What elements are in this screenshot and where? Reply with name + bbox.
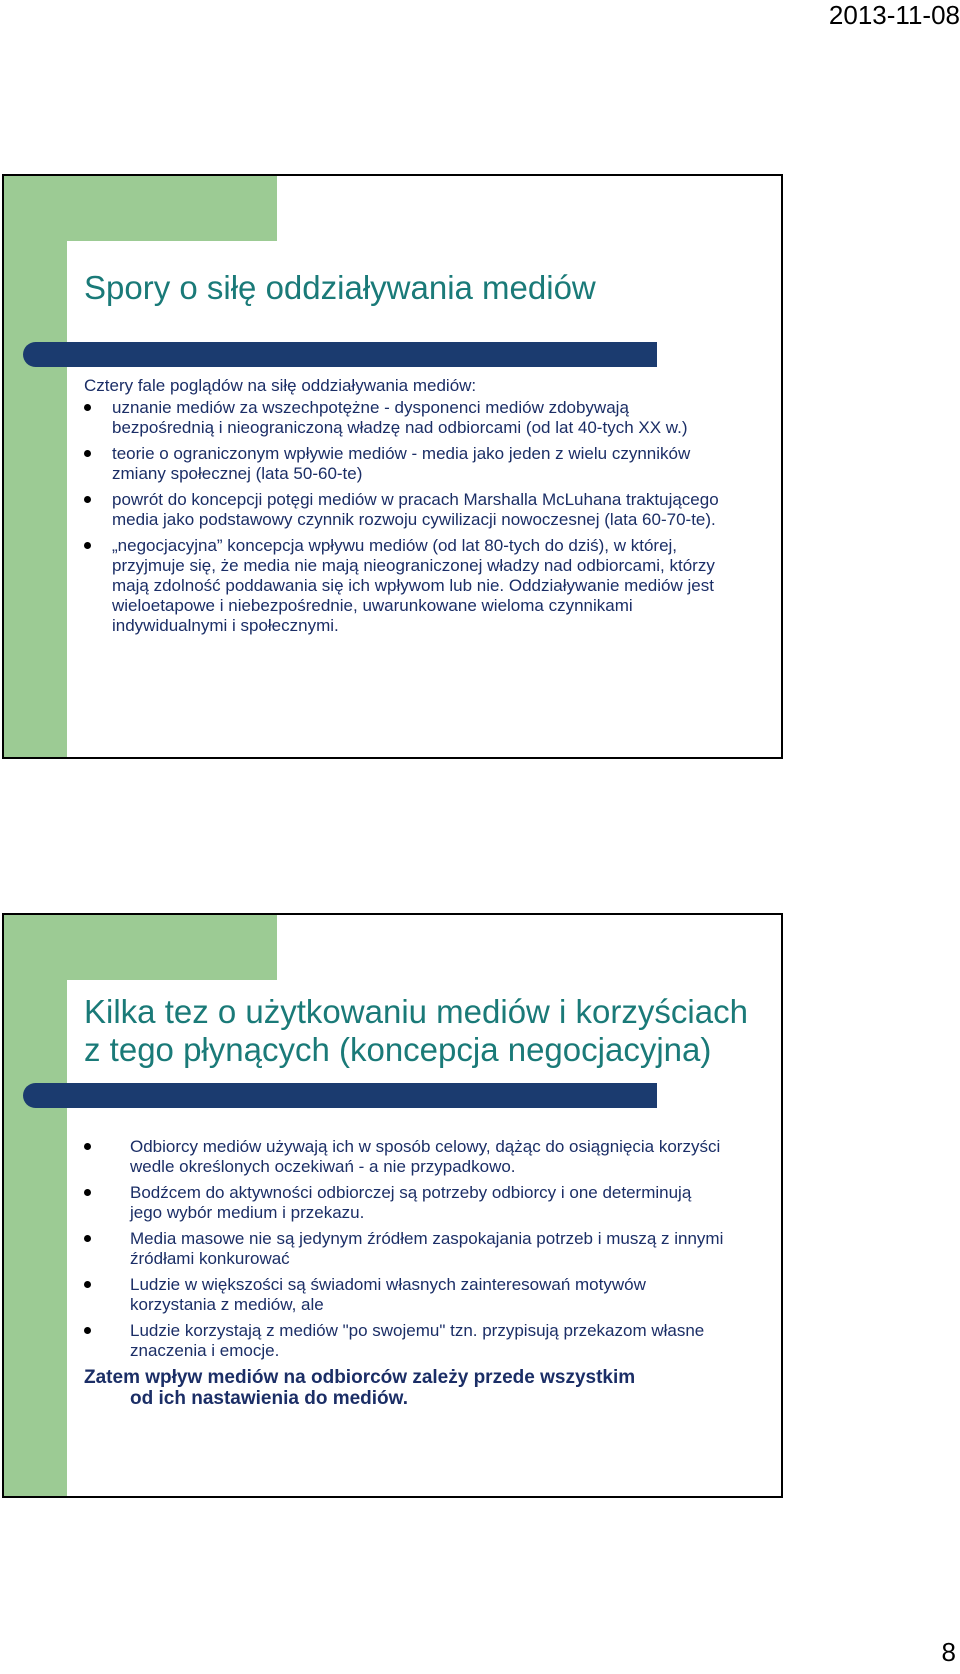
slide-decor-block: [4, 915, 277, 980]
slide-decor-strip: [4, 241, 67, 757]
conclusion-line-1: Zatem wpływ mediów na odbiorców zależy przede wszystkim: [84, 1367, 636, 1388]
bullet-icon: [84, 1189, 91, 1196]
slide-1-bullet-list: [84, 398, 724, 643]
list-item: Ludzie w większości są świadomi własnych zainteresowań motywów korzystania z mediów, ale: [84, 1275, 724, 1315]
slide-1: [2, 174, 783, 759]
bullet-icon: [84, 542, 91, 549]
list-item: „negocjacyjna” koncepcja wpływu mediów (od lat 80-tych do dziś), w której, przyjmuje się, że media nie mają nieograniczonej władzy nad odbiorcami, którzy mają zdolność poddawania się ich wpływom lub nie. Oddziaływanie mediów jest wieloetapowe i niebezpośrednie, uwarunkowane wieloma czynnikami indywidualnymi i społecznymi.: [84, 536, 724, 636]
list-item: teorie o ograniczonym wpływie mediów - media jako jeden z wielu czynników zmiany społecznej (lata 50-60-te): [84, 444, 724, 484]
list-item: uznanie mediów za wszechpotężne - dysponenci mediów zdobywają bezpośrednią i nieograniczoną władzę nad odbiorcami (od lat 40-tych XX w.): [84, 398, 724, 438]
slide-2: [2, 913, 783, 1498]
title-underline-bar: [23, 342, 657, 367]
slide-2-conclusion: [84, 1367, 724, 1410]
page-date: 2013-11-08: [828, 0, 960, 30]
list-item: Odbiorcy mediów używają ich w sposób celowy, dążąc do osiągnięcia korzyści wedle określonych oczekiwań - a nie przypadkowo.: [84, 1137, 724, 1177]
list-item: Bodźcem do aktywności odbiorczej są potrzeby odbiorcy i one determinują jego wybór medium i przekazu.: [84, 1183, 724, 1223]
bullet-icon: [84, 450, 91, 457]
slide-1-title: Spory o siłę oddziaływania mediów: [84, 269, 596, 306]
bullet-icon: [84, 1327, 91, 1334]
bullet-icon: [84, 404, 91, 411]
bullet-icon: [84, 496, 91, 503]
list-item: powrót do koncepcji potęgi mediów w pracach Marshalla McLuhana traktującego media jako podstawowy czynnik rozwoju cywilizacji nowoczesnej (lata 60-70-te).: [84, 490, 724, 530]
page-number: 8: [941, 1637, 956, 1667]
slide-1-intro: Cztery fale poglądów na siłę oddziaływania mediów:: [84, 376, 477, 395]
slide-decor-block: [4, 176, 277, 241]
slide-2-title-line-2: z tego płynących (koncepcja negocjacyjna): [84, 1030, 712, 1068]
bullet-icon: [84, 1143, 91, 1150]
slide-2-title: [84, 993, 748, 1069]
slide-2-bullet-list: [84, 1137, 724, 1367]
conclusion-line-2: od ich nastawienia do mediów.: [130, 1388, 409, 1410]
bullet-icon: [84, 1281, 91, 1288]
bullet-icon: [84, 1235, 91, 1242]
list-item: Media masowe nie są jedynym źródłem zaspokajania potrzeb i muszą z innymi źródłami konkurować: [84, 1229, 724, 1269]
slide-2-title-line-1: Kilka tez o użytkowaniu mediów i korzyściach: [84, 993, 748, 1030]
title-underline-bar: [23, 1083, 657, 1108]
slide-decor-strip: [4, 980, 67, 1496]
list-item: Ludzie korzystają z mediów "po swojemu" tzn. przypisują przekazom własne znaczenia i emocje.: [84, 1321, 724, 1361]
